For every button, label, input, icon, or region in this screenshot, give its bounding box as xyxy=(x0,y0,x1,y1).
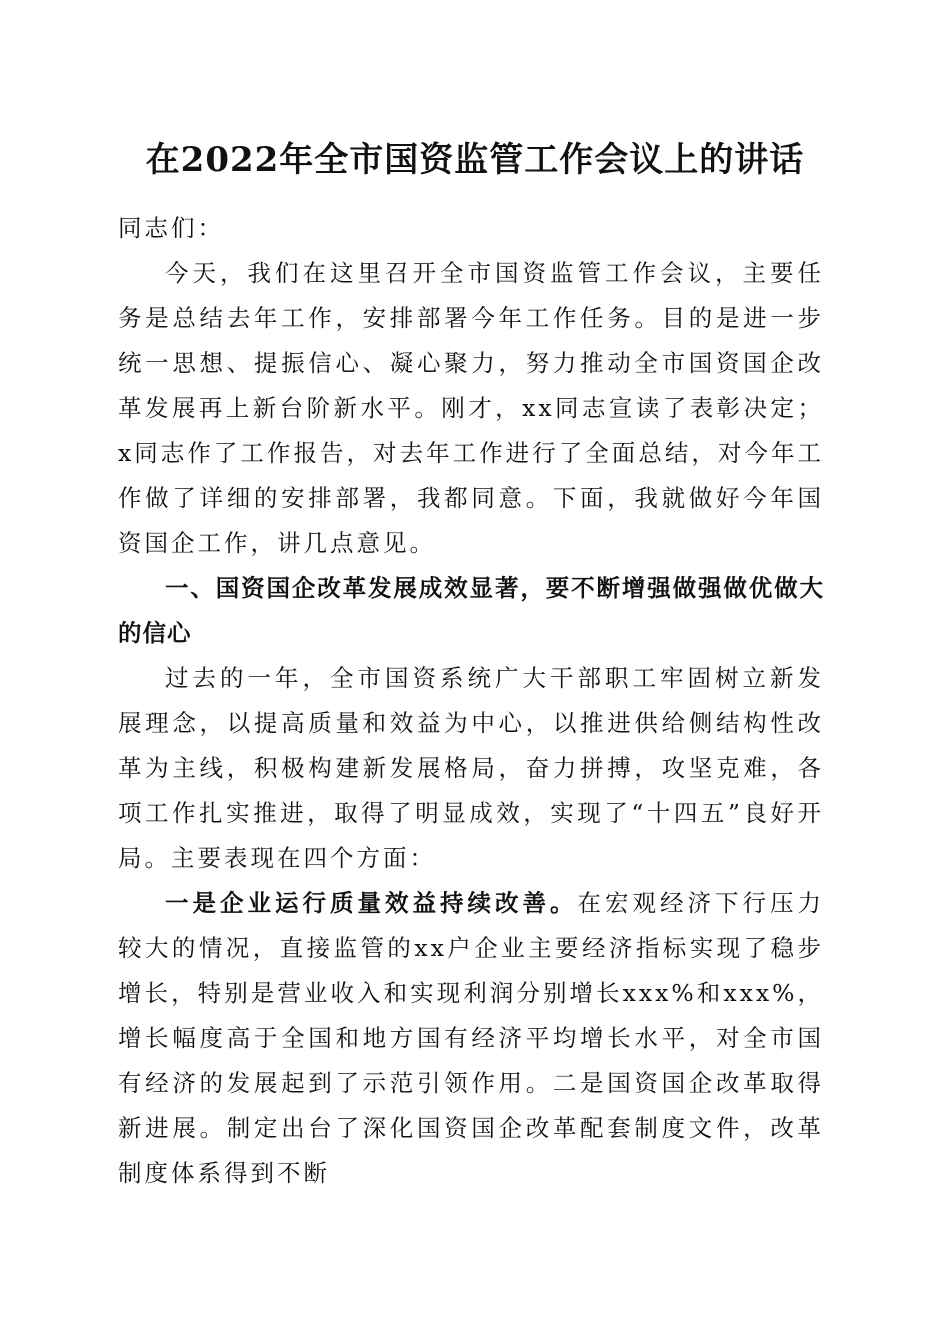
salutation: 同志们： xyxy=(118,214,224,242)
document-title: 在2022年全市国资监管工作会议上的讲话 xyxy=(145,140,805,180)
document-body xyxy=(118,206,824,1196)
paragraph-lead: 一是企业运行质量效益持续改善。 xyxy=(165,889,578,917)
intro-paragraph: 今天，我们在这里召开全市国资监管工作会议，主要任务是总结去年工作，安排部署今年工作任务。目的是进一步统一思想、提振信心、凝心聚力，努力推动全市国资国企改革发展再上新台阶新水平。刚才，xx同志宣读了表彰决定；x同志作了工作报告，对去年工作进行了全面总结，对今年工作做了详细的安排部署，我都同意。下面，我就做好今年国资国企工作，讲几点意见。 xyxy=(118,259,824,557)
section-paragraph: 过去的一年，全市国资系统广大干部职工牢固树立新发展理念，以提高质量和效益为中心，以推进供给侧结构性改革为主线，积极构建新发展格局，奋力拼搏，攻坚克难，各项工作扎实推进，取得了明显成效，实现了“十四五”良好开局。主要表现在四个方面： xyxy=(118,664,824,872)
section-heading: 一、国资国企改革发展成效显著，要不断增强做强做优做大的信心 xyxy=(118,574,824,647)
section-paragraph-2 xyxy=(118,881,824,1196)
paragraph-text: 在宏观经济下行压力较大的情况，直接监管的xx户企业主要经济指标实现了稳步增长，特别是营业收入和实现利润分别增长xxx%和xxx%，增长幅度高于全国和地方国有经济平均增长水平，对全市国有经济的发展起到了示范引领作用。二是国资国企改革取得新进展。制定出台了深化国资国企改革配套制度文件，改革制度体系得到不断 xyxy=(118,889,824,1187)
